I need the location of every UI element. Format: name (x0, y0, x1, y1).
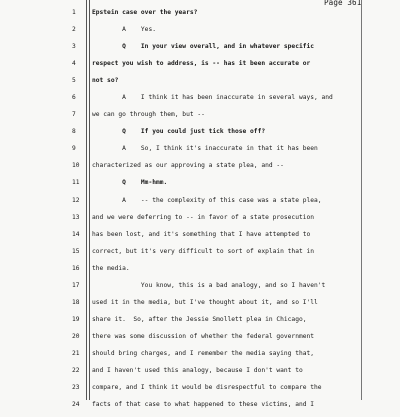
line-number: 14 (72, 230, 80, 238)
line-text: should bring charges, and I remember the media saying that, (92, 349, 315, 357)
line-number: 15 (72, 247, 80, 255)
line-text: Q Mm-hmm. (92, 179, 168, 187)
line-number: 23 (72, 384, 80, 392)
transcript-line (0, 400, 400, 417)
line-text: and we were deferring to -- in favor of a state prosecution (92, 213, 315, 221)
line-number: 24 (72, 401, 80, 409)
transcript-line (0, 230, 400, 247)
transcript-line (0, 315, 400, 332)
line-text: the media. (92, 264, 130, 272)
line-number: 8 (72, 128, 76, 136)
transcript-line (0, 42, 400, 59)
line-number: 9 (72, 145, 76, 153)
line-text: not so? (92, 77, 119, 85)
transcript-line (0, 25, 400, 42)
transcript-line (0, 59, 400, 76)
line-number: 18 (72, 298, 80, 306)
transcript-line (0, 127, 400, 144)
transcript-line (0, 110, 400, 127)
transcript-line (0, 298, 400, 315)
line-text: correct, but it's very difficult to sort of explain that in (92, 247, 315, 255)
line-text: A So, I think it's inaccurate in that it has been (92, 145, 318, 153)
transcript-line (0, 332, 400, 349)
line-text: facts of that case to what happened to these victims, and I (92, 401, 315, 409)
line-number: 16 (72, 264, 80, 272)
transcript-line (0, 144, 400, 161)
transcript-line (0, 247, 400, 264)
line-text: has been lost, and it's something that I have attempted to (92, 230, 311, 238)
line-number: 17 (72, 281, 80, 289)
line-number: 20 (72, 332, 80, 340)
line-number: 2 (72, 26, 76, 34)
line-text: share it. So, after the Jessie Smollett plea in Chicago, (92, 315, 307, 323)
transcript-line (0, 264, 400, 281)
line-text: characterized as our approving a state plea, and -- (92, 162, 284, 170)
transcript-line (0, 93, 400, 110)
transcript-line (0, 366, 400, 383)
line-text: there was some discussion of whether the federal government (92, 332, 315, 340)
line-text: A Yes. (92, 26, 156, 34)
line-number: 19 (72, 315, 80, 323)
line-text: respect you wish to address, is -- has it been accurate or (92, 60, 311, 68)
line-number: 7 (72, 111, 76, 119)
line-text: A I think it has been inaccurate in several ways, and (92, 94, 333, 102)
line-text: You know, this is a bad analogy, and so I haven't (92, 281, 326, 289)
transcript-line (0, 161, 400, 178)
line-text: Q In your view overall, and in whatever specific (92, 43, 315, 51)
line-number: 6 (72, 94, 76, 102)
transcript-line (0, 281, 400, 298)
transcript-line (0, 196, 400, 213)
line-text: Q If you could just tick those off? (92, 128, 266, 136)
transcript-line (0, 383, 400, 400)
line-text: and I haven't used this analogy, because I don't want to (92, 366, 303, 374)
line-text: used it in the media, but I've thought about it, and so I'll (92, 298, 318, 306)
line-number: 12 (72, 196, 80, 204)
transcript-line (0, 178, 400, 195)
page-number: Page 361 (324, 0, 362, 7)
line-number: 4 (72, 60, 76, 68)
line-number: 10 (72, 162, 80, 170)
line-number: 13 (72, 213, 80, 221)
line-number: 3 (72, 43, 76, 51)
transcript-line (0, 76, 400, 93)
transcript-line (0, 8, 400, 25)
transcript-line (0, 213, 400, 230)
line-text: A -- the complexity of this case was a state plea, (92, 196, 322, 204)
line-text: we can go through them, but -- (92, 111, 205, 119)
transcript-body (0, 8, 400, 417)
transcript-line (0, 349, 400, 366)
line-number: 11 (72, 179, 80, 187)
line-text: compare, and I think it would be disrespectful to compare the (92, 384, 322, 392)
line-number: 1 (72, 9, 76, 16)
line-number: 21 (72, 349, 80, 357)
line-number: 5 (72, 77, 76, 85)
line-text: Epstein case over the years? (92, 9, 198, 16)
line-number: 22 (72, 366, 80, 374)
